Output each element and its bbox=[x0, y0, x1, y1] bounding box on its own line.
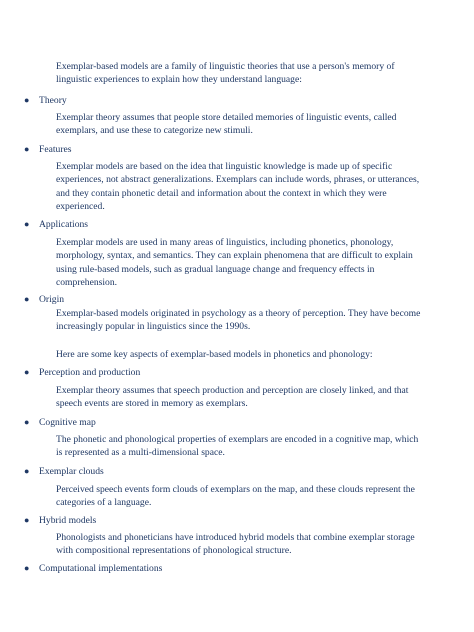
item-label: Features bbox=[39, 144, 72, 155]
intro-paragraph: Exemplar-based models are a family of linguistic theories that use a person's memory of linguistic experiences to explain how they understand language: bbox=[56, 61, 395, 86]
bullet-icon: ● bbox=[24, 95, 30, 105]
item-description: Phonologists and phoneticians have introduced hybrid models that combine exemplar storage with compositional representations of phonological structure. bbox=[56, 532, 415, 557]
list-item-exemplar-clouds bbox=[24, 465, 104, 478]
list-item-applications bbox=[24, 218, 88, 231]
item-label: Hybrid models bbox=[39, 515, 97, 526]
bullet-icon: ● bbox=[24, 563, 30, 573]
list-item-theory bbox=[24, 94, 67, 107]
list-item-perception-production bbox=[24, 366, 140, 379]
list-item-computational-implementations bbox=[24, 562, 162, 575]
bullet-icon: ● bbox=[24, 515, 30, 525]
item-description: The phonetic and phonological properties of exemplars are encoded in a cognitive map, which is represented as a multi-dimensional space. bbox=[56, 434, 419, 459]
item-label: Exemplar clouds bbox=[39, 466, 104, 477]
bullet-icon: ● bbox=[24, 367, 30, 377]
item-description: Perceived speech events form clouds of exemplars on the map, and these clouds represent the categories of a language. bbox=[56, 484, 415, 509]
bullet-icon: ● bbox=[24, 466, 30, 476]
item-label: Cognitive map bbox=[39, 417, 96, 428]
list-item-features bbox=[24, 143, 72, 156]
item-description: Exemplar models are based on the idea that linguistic knowledge is made up of specific experiences, not abstract generalizations. Exemplars can include words, phrases, or utterances, and they contain phonetic detail and information about the context in which they were experienced. bbox=[56, 161, 420, 213]
bullet-icon: ● bbox=[24, 417, 30, 427]
item-description: Exemplar theory assumes that people store detailed memories of linguistic events, called exemplars, and use these to categorize new stimuli. bbox=[56, 112, 397, 137]
list-item-hybrid-models bbox=[24, 514, 96, 527]
item-label: Theory bbox=[39, 95, 67, 106]
item-label: Origin bbox=[39, 294, 65, 305]
item-description: Exemplar theory assumes that speech production and perception are closely linked, and that speech events are stored in memory as exemplars. bbox=[56, 385, 409, 410]
bullet-icon: ● bbox=[24, 294, 30, 304]
bullet-icon: ● bbox=[24, 144, 30, 154]
intro2-paragraph: Here are some key aspects of exemplar-based models in phonetics and phonology: bbox=[56, 349, 373, 360]
item-description: Exemplar-based models originated in psychology as a theory of perception. They have become increasingly popular in linguistics since the 1990s. bbox=[56, 308, 421, 333]
item-description: Exemplar models are used in many areas of linguistics, including phonetics, phonology, morphology, syntax, and semantics. They can explain phenomena that are difficult to explain using rule-based models, such as gradual language change and frequency effects in comprehension. bbox=[56, 237, 413, 289]
item-label: Applications bbox=[39, 219, 89, 230]
item-label: Perception and production bbox=[39, 367, 141, 378]
list-item-origin bbox=[24, 293, 64, 306]
bullet-icon: ● bbox=[24, 219, 30, 229]
list-item-cognitive-map bbox=[24, 416, 96, 429]
item-label: Computational implementations bbox=[39, 563, 163, 574]
